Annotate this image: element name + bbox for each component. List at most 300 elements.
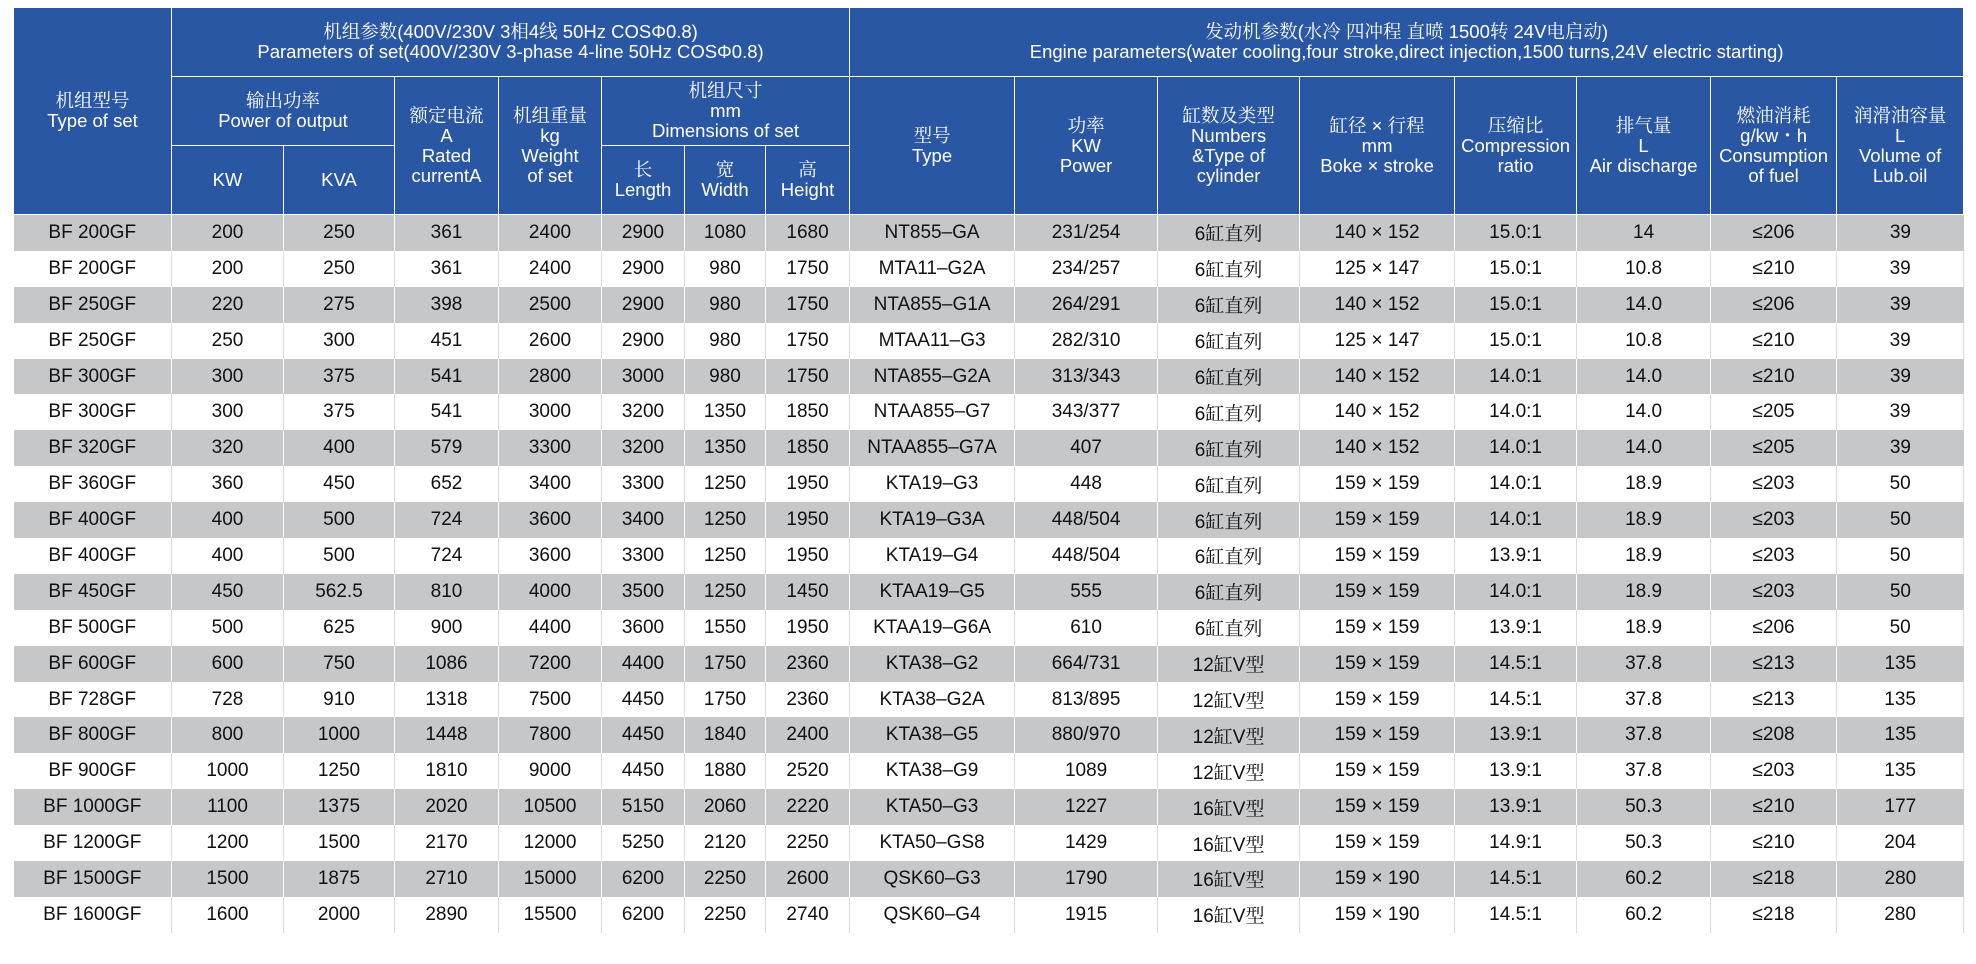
table-row [14, 466, 1964, 502]
cell-width: 1250 [685, 502, 766, 538]
cell-length: 3200 [602, 430, 685, 466]
cell-length: 2900 [602, 287, 685, 323]
header-cylinders: 缸数及类型 Numbers &Type of cylinder [1158, 77, 1300, 215]
cell-engine-power: 610 [1015, 610, 1158, 646]
cell-compression: 14.0:1 [1455, 430, 1577, 466]
cell-type-of-set: BF 250GF [14, 287, 172, 323]
cell-displacement: 18.9 [1577, 502, 1711, 538]
cell-compression: 14.0:1 [1455, 574, 1577, 610]
cell-weight: 3600 [499, 502, 602, 538]
cell-fuel-consumption: ≤205 [1711, 430, 1837, 466]
cell-fuel-consumption: ≤205 [1711, 394, 1837, 430]
cell-lube-oil: 50 [1837, 502, 1964, 538]
cell-kva: 500 [284, 502, 395, 538]
cell-width: 1250 [685, 538, 766, 574]
cell-kw: 728 [172, 682, 284, 718]
cell-height: 2360 [766, 682, 850, 718]
cell-height: 1850 [766, 430, 850, 466]
cell-engine-type: KTA50–GS8 [850, 825, 1015, 861]
cell-weight: 2800 [499, 359, 602, 395]
cell-kw: 800 [172, 717, 284, 753]
cell-type-of-set: BF 400GF [14, 502, 172, 538]
cell-engine-type: MTA11–G2A [850, 251, 1015, 287]
cell-lube-oil: 39 [1837, 323, 1964, 359]
table-header [14, 8, 1964, 215]
cell-type-of-set: BF 1500GF [14, 861, 172, 897]
header-group-set-parameters: 机组参数(400V/230V 3相4线 50Hz COSΦ0.8) Parameters of set(400V/230V 3-phase 4-line 50Hz COSΦ0.8) [172, 8, 850, 77]
cell-fuel-consumption: ≤210 [1711, 359, 1837, 395]
cell-kva: 250 [284, 251, 395, 287]
table-row [14, 610, 1964, 646]
cell-length: 3300 [602, 538, 685, 574]
cell-kva: 1875 [284, 861, 395, 897]
cell-kw: 1000 [172, 753, 284, 789]
cell-fuel-consumption: ≤210 [1711, 251, 1837, 287]
cell-bore-stroke: 140 × 152 [1300, 287, 1455, 323]
header-kw: KW [172, 146, 284, 215]
cell-length: 6200 [602, 897, 685, 933]
cell-fuel-consumption: ≤213 [1711, 682, 1837, 718]
cell-engine-power: 813/895 [1015, 682, 1158, 718]
cell-fuel-consumption: ≤218 [1711, 861, 1837, 897]
cell-lube-oil: 135 [1837, 717, 1964, 753]
cell-cylinders: 6缸直列 [1158, 574, 1300, 610]
cell-compression: 13.9:1 [1455, 717, 1577, 753]
cell-height: 2220 [766, 789, 850, 825]
cell-bore-stroke: 140 × 152 [1300, 394, 1455, 430]
cell-weight: 12000 [499, 825, 602, 861]
cell-fuel-consumption: ≤210 [1711, 825, 1837, 861]
cell-bore-stroke: 159 × 159 [1300, 717, 1455, 753]
cell-type-of-set: BF 900GF [14, 753, 172, 789]
header-compression: 压缩比 Compression ratio [1455, 77, 1577, 215]
generator-spec-table [13, 7, 1964, 933]
cell-length: 3300 [602, 466, 685, 502]
cell-kw: 500 [172, 610, 284, 646]
cell-fuel-consumption: ≤213 [1711, 646, 1837, 682]
cell-kw: 320 [172, 430, 284, 466]
cell-kva: 1000 [284, 717, 395, 753]
cell-weight: 4400 [499, 610, 602, 646]
cell-type-of-set: BF 500GF [14, 610, 172, 646]
cell-rated-current: 541 [395, 359, 499, 395]
cell-bore-stroke: 159 × 159 [1300, 646, 1455, 682]
cell-height: 2740 [766, 897, 850, 933]
cell-bore-stroke: 159 × 159 [1300, 538, 1455, 574]
cell-width: 980 [685, 359, 766, 395]
table-row [14, 359, 1964, 395]
cell-weight: 2400 [499, 215, 602, 251]
cell-displacement: 37.8 [1577, 682, 1711, 718]
cell-engine-type: NTA855–G1A [850, 287, 1015, 323]
cell-engine-type: NTAA855–G7A [850, 430, 1015, 466]
cell-lube-oil: 39 [1837, 251, 1964, 287]
cell-kva: 562.5 [284, 574, 395, 610]
cell-lube-oil: 50 [1837, 610, 1964, 646]
cell-compression: 13.9:1 [1455, 538, 1577, 574]
cell-kva: 1500 [284, 825, 395, 861]
cell-displacement: 14.0 [1577, 430, 1711, 466]
cell-cylinders: 6缸直列 [1158, 287, 1300, 323]
cell-width: 1750 [685, 646, 766, 682]
cell-kva: 1250 [284, 753, 395, 789]
cell-engine-type: QSK60–G3 [850, 861, 1015, 897]
cell-rated-current: 900 [395, 610, 499, 646]
header-bore-stroke: 缸径 × 行程 mm Boke × stroke [1300, 77, 1455, 215]
cell-kw: 300 [172, 359, 284, 395]
cell-type-of-set: BF 450GF [14, 574, 172, 610]
cell-weight: 2500 [499, 287, 602, 323]
cell-engine-type: KTA50–G3 [850, 789, 1015, 825]
cell-lube-oil: 50 [1837, 574, 1964, 610]
cell-engine-power: 1790 [1015, 861, 1158, 897]
cell-kva: 1375 [284, 789, 395, 825]
cell-engine-power: 282/310 [1015, 323, 1158, 359]
cell-cylinders: 6缸直列 [1158, 323, 1300, 359]
cell-length: 4450 [602, 682, 685, 718]
header-engine-power: 功率 KW Power [1015, 77, 1158, 215]
cell-type-of-set: BF 200GF [14, 251, 172, 287]
cell-weight: 15500 [499, 897, 602, 933]
cell-cylinders: 6缸直列 [1158, 538, 1300, 574]
cell-cylinders: 6缸直列 [1158, 394, 1300, 430]
table-row [14, 251, 1964, 287]
cell-fuel-consumption: ≤203 [1711, 502, 1837, 538]
table-row [14, 682, 1964, 718]
spec-table-container [13, 7, 1963, 933]
cell-engine-power: 343/377 [1015, 394, 1158, 430]
header-rated-current: 额定电流 A Rated currentA [395, 77, 499, 215]
cell-width: 2250 [685, 897, 766, 933]
cell-compression: 14.0:1 [1455, 359, 1577, 395]
cell-engine-type: KTA38–G2A [850, 682, 1015, 718]
cell-height: 1950 [766, 610, 850, 646]
cell-cylinders: 12缸V型 [1158, 682, 1300, 718]
cell-compression: 14.0:1 [1455, 466, 1577, 502]
cell-cylinders: 6缸直列 [1158, 430, 1300, 466]
cell-fuel-consumption: ≤206 [1711, 610, 1837, 646]
table-row [14, 861, 1964, 897]
cell-cylinders: 6缸直列 [1158, 251, 1300, 287]
cell-lube-oil: 50 [1837, 466, 1964, 502]
cell-cylinders: 6缸直列 [1158, 215, 1300, 251]
cell-rated-current: 2020 [395, 789, 499, 825]
cell-kva: 625 [284, 610, 395, 646]
cell-displacement: 10.8 [1577, 323, 1711, 359]
cell-weight: 9000 [499, 753, 602, 789]
cell-rated-current: 2890 [395, 897, 499, 933]
cell-compression: 14.0:1 [1455, 394, 1577, 430]
cell-height: 1950 [766, 502, 850, 538]
cell-fuel-consumption: ≤203 [1711, 753, 1837, 789]
cell-cylinders: 16缸V型 [1158, 825, 1300, 861]
cell-kva: 400 [284, 430, 395, 466]
cell-height: 2360 [766, 646, 850, 682]
cell-bore-stroke: 159 × 190 [1300, 897, 1455, 933]
cell-lube-oil: 39 [1837, 215, 1964, 251]
cell-lube-oil: 280 [1837, 861, 1964, 897]
cell-weight: 2600 [499, 323, 602, 359]
cell-displacement: 18.9 [1577, 574, 1711, 610]
cell-displacement: 14.0 [1577, 359, 1711, 395]
cell-compression: 14.5:1 [1455, 682, 1577, 718]
cell-kw: 1500 [172, 861, 284, 897]
cell-height: 1750 [766, 287, 850, 323]
cell-rated-current: 1810 [395, 753, 499, 789]
cell-engine-type: QSK60–G4 [850, 897, 1015, 933]
header-weight: 机组重量 kg Weight of set [499, 77, 602, 215]
cell-lube-oil: 39 [1837, 394, 1964, 430]
header-height: 高 Height [766, 146, 850, 215]
cell-engine-power: 1915 [1015, 897, 1158, 933]
cell-rated-current: 361 [395, 251, 499, 287]
cell-type-of-set: BF 250GF [14, 323, 172, 359]
cell-lube-oil: 39 [1837, 359, 1964, 395]
cell-displacement: 10.8 [1577, 251, 1711, 287]
cell-kva: 2000 [284, 897, 395, 933]
cell-displacement: 60.2 [1577, 897, 1711, 933]
cell-kva: 500 [284, 538, 395, 574]
cell-type-of-set: BF 1200GF [14, 825, 172, 861]
cell-rated-current: 2170 [395, 825, 499, 861]
cell-engine-type: NT855–GA [850, 215, 1015, 251]
cell-kw: 1200 [172, 825, 284, 861]
cell-compression: 14.5:1 [1455, 897, 1577, 933]
cell-engine-type: KTA38–G5 [850, 717, 1015, 753]
header-displacement: 排气量 L Air discharge [1577, 77, 1711, 215]
cell-fuel-consumption: ≤218 [1711, 897, 1837, 933]
cell-height: 2250 [766, 825, 850, 861]
cell-engine-power: 264/291 [1015, 287, 1158, 323]
cell-engine-power: 1089 [1015, 753, 1158, 789]
cell-displacement: 50.3 [1577, 825, 1711, 861]
table-row [14, 789, 1964, 825]
cell-displacement: 18.9 [1577, 610, 1711, 646]
cell-width: 2250 [685, 861, 766, 897]
cell-compression: 15.0:1 [1455, 215, 1577, 251]
cell-kva: 275 [284, 287, 395, 323]
table-row [14, 287, 1964, 323]
cell-engine-power: 448/504 [1015, 538, 1158, 574]
cell-weight: 3300 [499, 430, 602, 466]
cell-compression: 14.5:1 [1455, 861, 1577, 897]
cell-engine-type: KTAA19–G5 [850, 574, 1015, 610]
cell-length: 6200 [602, 861, 685, 897]
cell-weight: 4000 [499, 574, 602, 610]
cell-lube-oil: 177 [1837, 789, 1964, 825]
cell-rated-current: 1448 [395, 717, 499, 753]
table-row [14, 538, 1964, 574]
cell-rated-current: 579 [395, 430, 499, 466]
cell-rated-current: 1086 [395, 646, 499, 682]
cell-displacement: 50.3 [1577, 789, 1711, 825]
cell-rated-current: 724 [395, 538, 499, 574]
cell-compression: 13.9:1 [1455, 610, 1577, 646]
cell-weight: 2400 [499, 251, 602, 287]
cell-height: 1950 [766, 466, 850, 502]
cell-bore-stroke: 140 × 152 [1300, 359, 1455, 395]
cell-fuel-consumption: ≤203 [1711, 538, 1837, 574]
cell-width: 1840 [685, 717, 766, 753]
cell-length: 5250 [602, 825, 685, 861]
cell-kw: 200 [172, 215, 284, 251]
cell-bore-stroke: 159 × 159 [1300, 502, 1455, 538]
cell-kw: 400 [172, 538, 284, 574]
cell-bore-stroke: 159 × 159 [1300, 574, 1455, 610]
cell-bore-stroke: 125 × 147 [1300, 251, 1455, 287]
cell-cylinders: 6缸直列 [1158, 502, 1300, 538]
cell-bore-stroke: 159 × 159 [1300, 753, 1455, 789]
cell-weight: 7800 [499, 717, 602, 753]
cell-rated-current: 1318 [395, 682, 499, 718]
cell-kw: 600 [172, 646, 284, 682]
cell-type-of-set: BF 728GF [14, 682, 172, 718]
cell-displacement: 14.0 [1577, 287, 1711, 323]
cell-length: 3600 [602, 610, 685, 646]
cell-engine-type: KTA19–G3 [850, 466, 1015, 502]
cell-engine-type: MTAA11–G3 [850, 323, 1015, 359]
cell-kva: 300 [284, 323, 395, 359]
cell-compression: 14.5:1 [1455, 646, 1577, 682]
cell-bore-stroke: 159 × 190 [1300, 861, 1455, 897]
cell-engine-power: 448/504 [1015, 502, 1158, 538]
cell-bore-stroke: 159 × 159 [1300, 610, 1455, 646]
cell-type-of-set: BF 300GF [14, 359, 172, 395]
cell-rated-current: 724 [395, 502, 499, 538]
cell-type-of-set: BF 1000GF [14, 789, 172, 825]
cell-weight: 3000 [499, 394, 602, 430]
cell-cylinders: 12缸V型 [1158, 646, 1300, 682]
header-length: 长 Length [602, 146, 685, 215]
cell-engine-power: 407 [1015, 430, 1158, 466]
cell-length: 4400 [602, 646, 685, 682]
cell-length: 2900 [602, 323, 685, 359]
cell-length: 4450 [602, 717, 685, 753]
cell-width: 1880 [685, 753, 766, 789]
cell-kw: 250 [172, 323, 284, 359]
cell-height: 1750 [766, 359, 850, 395]
cell-rated-current: 2710 [395, 861, 499, 897]
table-row [14, 574, 1964, 610]
cell-type-of-set: BF 360GF [14, 466, 172, 502]
cell-engine-power: 448 [1015, 466, 1158, 502]
cell-weight: 3400 [499, 466, 602, 502]
cell-engine-power: 313/343 [1015, 359, 1158, 395]
cell-kva: 910 [284, 682, 395, 718]
cell-height: 2400 [766, 717, 850, 753]
cell-length: 2900 [602, 215, 685, 251]
cell-compression: 15.0:1 [1455, 323, 1577, 359]
cell-width: 2060 [685, 789, 766, 825]
cell-width: 1550 [685, 610, 766, 646]
cell-type-of-set: BF 600GF [14, 646, 172, 682]
cell-bore-stroke: 159 × 159 [1300, 825, 1455, 861]
cell-height: 1950 [766, 538, 850, 574]
cell-length: 3200 [602, 394, 685, 430]
cell-kw: 1600 [172, 897, 284, 933]
cell-length: 3500 [602, 574, 685, 610]
cell-height: 2520 [766, 753, 850, 789]
cell-kw: 1100 [172, 789, 284, 825]
cell-lube-oil: 135 [1837, 753, 1964, 789]
cell-bore-stroke: 159 × 159 [1300, 789, 1455, 825]
cell-lube-oil: 39 [1837, 287, 1964, 323]
cell-compression: 15.0:1 [1455, 287, 1577, 323]
table-row [14, 394, 1964, 430]
cell-bore-stroke: 125 × 147 [1300, 323, 1455, 359]
cell-fuel-consumption: ≤208 [1711, 717, 1837, 753]
cell-displacement: 18.9 [1577, 538, 1711, 574]
cell-cylinders: 12缸V型 [1158, 753, 1300, 789]
cell-width: 1350 [685, 394, 766, 430]
cell-width: 1750 [685, 682, 766, 718]
table-row [14, 897, 1964, 933]
cell-type-of-set: BF 1600GF [14, 897, 172, 933]
cell-cylinders: 16缸V型 [1158, 861, 1300, 897]
cell-length: 4450 [602, 753, 685, 789]
cell-kw: 220 [172, 287, 284, 323]
cell-displacement: 14.0 [1577, 394, 1711, 430]
table-row [14, 825, 1964, 861]
cell-fuel-consumption: ≤206 [1711, 215, 1837, 251]
cell-rated-current: 398 [395, 287, 499, 323]
cell-cylinders: 6缸直列 [1158, 466, 1300, 502]
cell-displacement: 60.2 [1577, 861, 1711, 897]
cell-displacement: 37.8 [1577, 717, 1711, 753]
cell-width: 1250 [685, 574, 766, 610]
cell-rated-current: 361 [395, 215, 499, 251]
cell-kw: 200 [172, 251, 284, 287]
cell-engine-power: 231/254 [1015, 215, 1158, 251]
cell-width: 2120 [685, 825, 766, 861]
cell-lube-oil: 50 [1837, 538, 1964, 574]
cell-width: 1350 [685, 430, 766, 466]
table-row [14, 430, 1964, 466]
cell-compression: 14.9:1 [1455, 825, 1577, 861]
cell-lube-oil: 135 [1837, 682, 1964, 718]
table-row [14, 323, 1964, 359]
cell-lube-oil: 39 [1837, 430, 1964, 466]
cell-engine-type: KTA38–G9 [850, 753, 1015, 789]
cell-cylinders: 6缸直列 [1158, 359, 1300, 395]
cell-width: 1250 [685, 466, 766, 502]
header-power-output: 输出功率 Power of output [172, 77, 395, 146]
cell-rated-current: 541 [395, 394, 499, 430]
cell-height: 1450 [766, 574, 850, 610]
cell-displacement: 37.8 [1577, 753, 1711, 789]
table-row [14, 717, 1964, 753]
cell-displacement: 14 [1577, 215, 1711, 251]
cell-rated-current: 810 [395, 574, 499, 610]
header-width: 宽 Width [685, 146, 766, 215]
cell-type-of-set: BF 400GF [14, 538, 172, 574]
cell-width: 980 [685, 287, 766, 323]
cell-compression: 13.9:1 [1455, 753, 1577, 789]
cell-bore-stroke: 159 × 159 [1300, 682, 1455, 718]
cell-engine-type: NTA855–G2A [850, 359, 1015, 395]
cell-height: 2600 [766, 861, 850, 897]
cell-bore-stroke: 159 × 159 [1300, 466, 1455, 502]
cell-weight: 3600 [499, 538, 602, 574]
cell-rated-current: 652 [395, 466, 499, 502]
cell-cylinders: 16缸V型 [1158, 789, 1300, 825]
cell-length: 3400 [602, 502, 685, 538]
cell-width: 980 [685, 323, 766, 359]
cell-fuel-consumption: ≤206 [1711, 287, 1837, 323]
cell-lube-oil: 204 [1837, 825, 1964, 861]
cell-weight: 7500 [499, 682, 602, 718]
cell-weight: 7200 [499, 646, 602, 682]
